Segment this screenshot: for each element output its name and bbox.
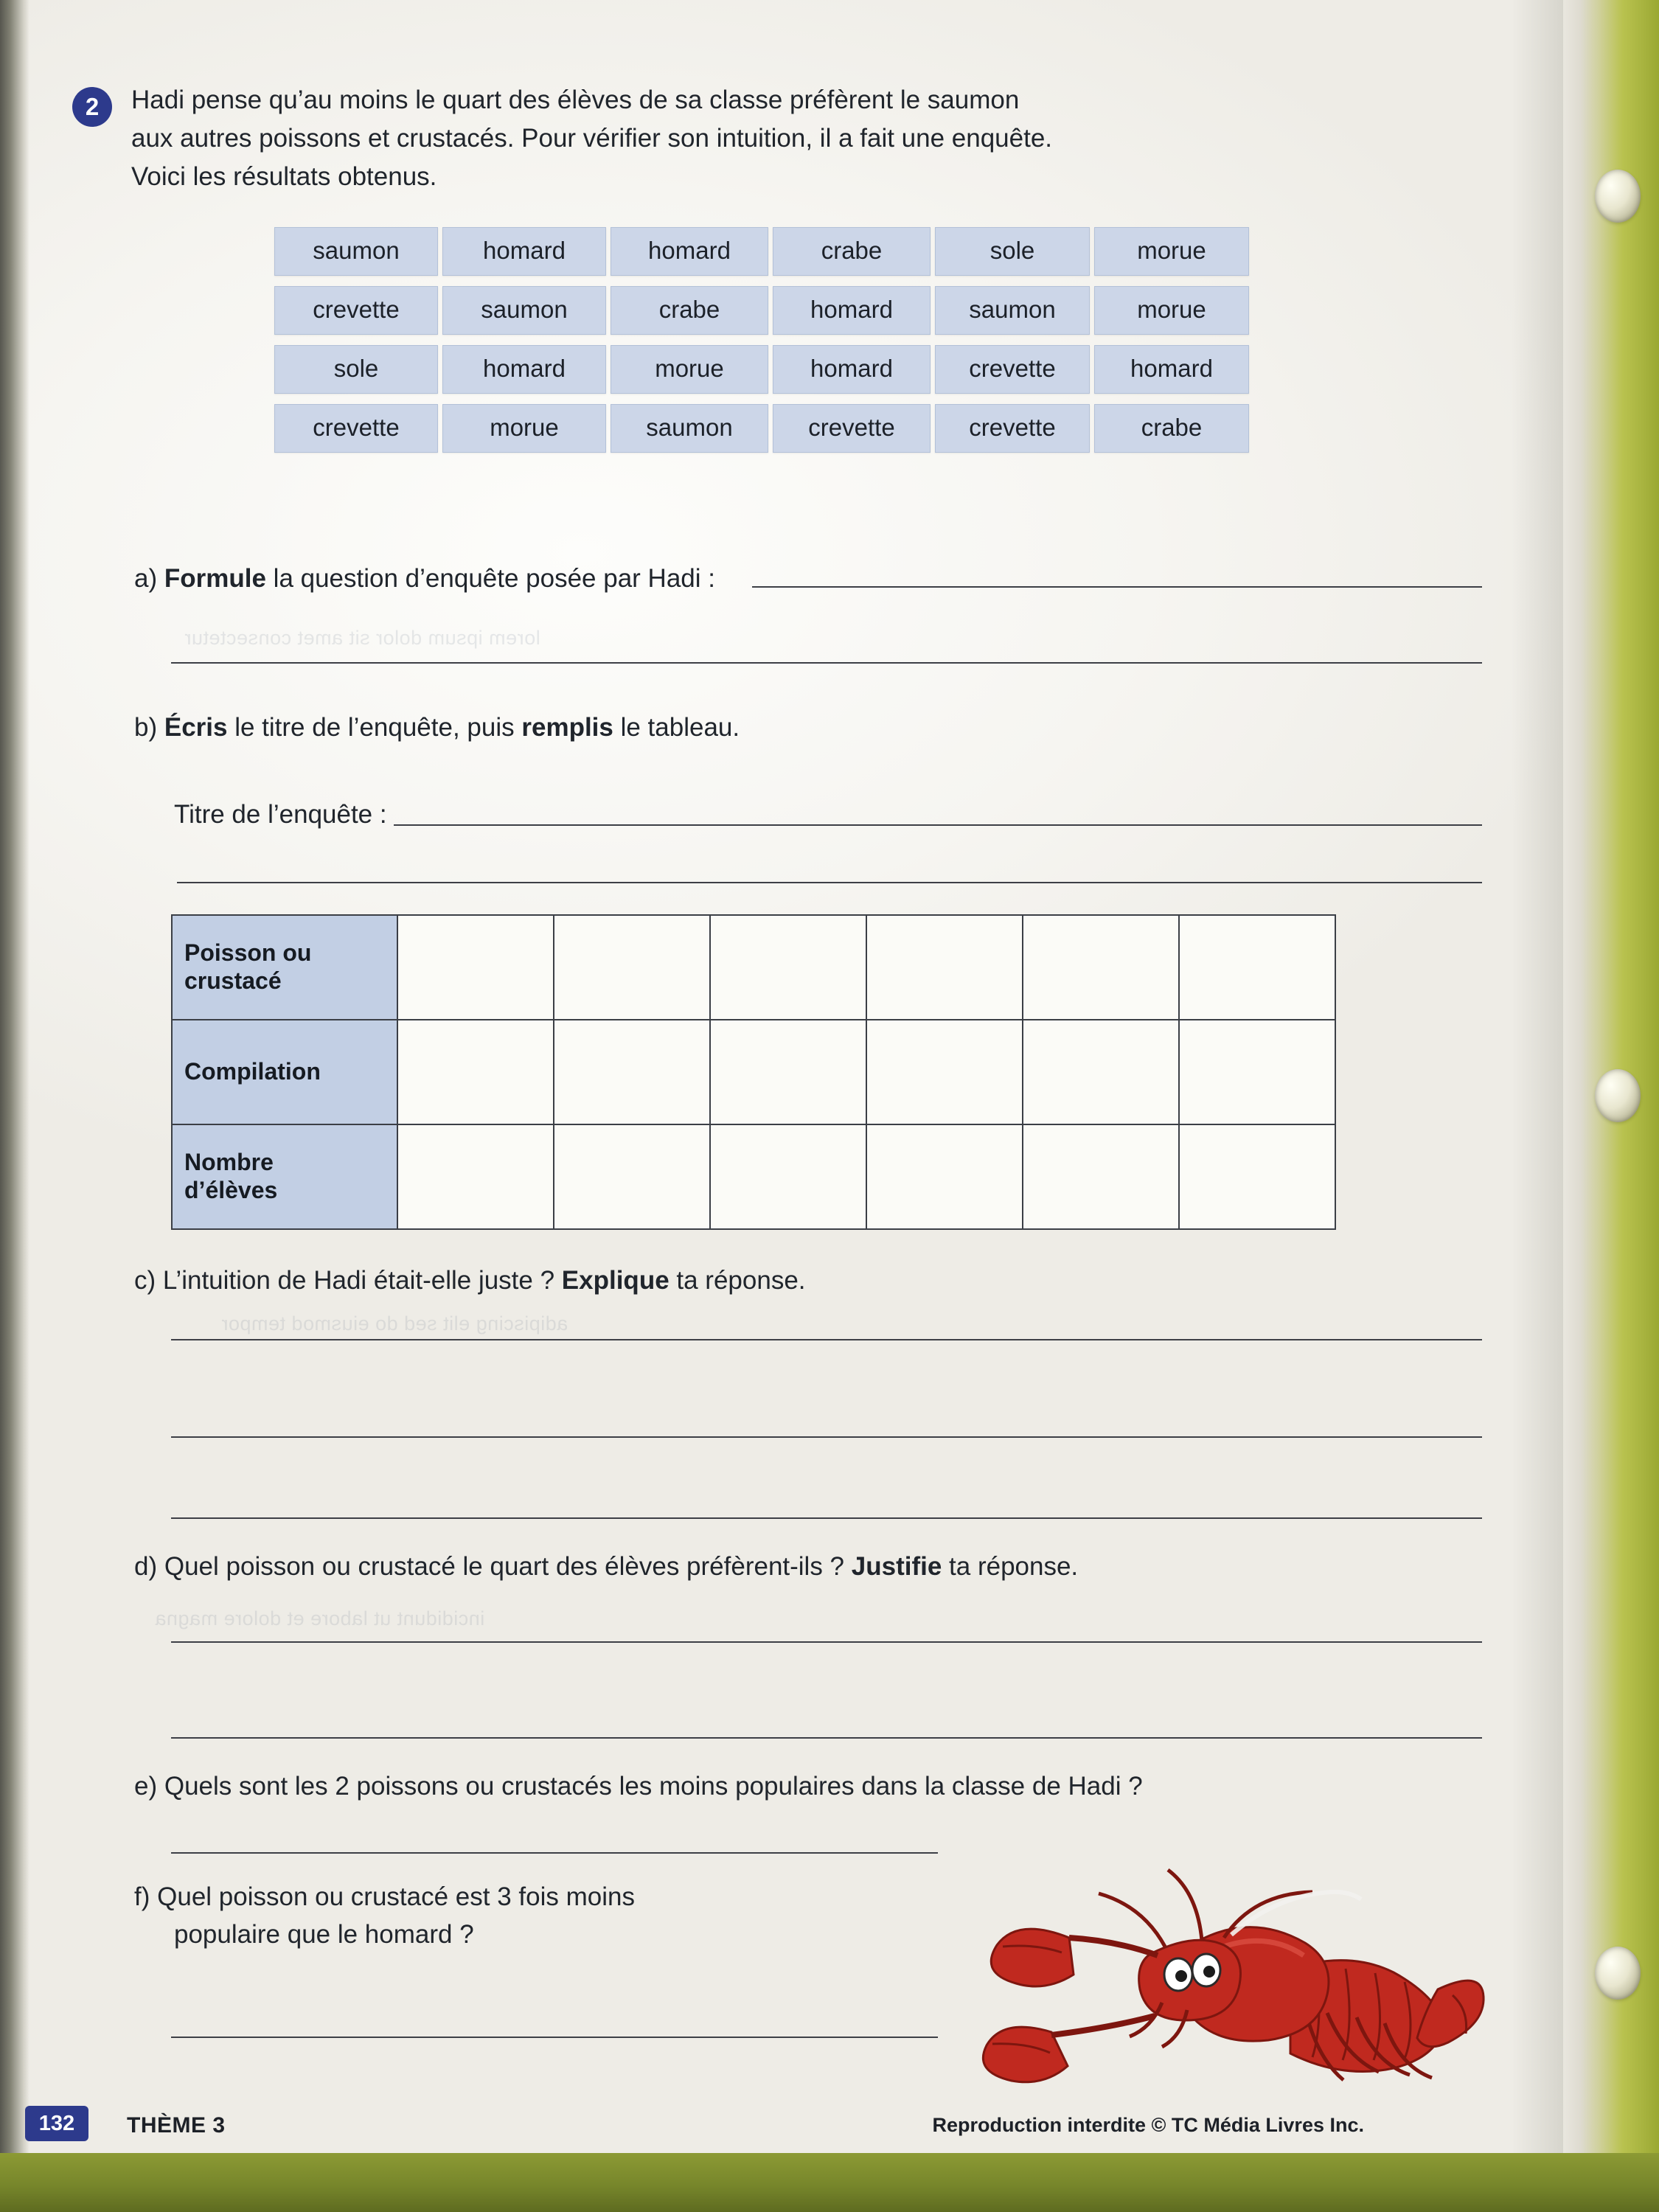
item-f-marker: f) (134, 1882, 150, 1911)
survey-cell: crevette (935, 345, 1090, 394)
survey-title-input-line[interactable] (394, 824, 1482, 826)
survey-cell: homard (773, 345, 931, 394)
item-d-text-after: ta réponse. (942, 1552, 1079, 1581)
stem-line-1: Hadi pense qu’au moins le quart des élèves de sa classe préfèrent le saumon (131, 86, 1020, 114)
table-cell[interactable] (866, 915, 1023, 1020)
stem-line-2: aux autres poissons et crustacés. Pour vérifier son intuition, il a fait une enquête. (131, 123, 1053, 153)
item-d-verb: Justifie (851, 1552, 942, 1581)
item-a-verb: Formule (164, 564, 266, 593)
survey-cell: homard (442, 227, 606, 276)
item-b-marker: b) (134, 713, 158, 742)
row-header-species-line1: Poisson ou (184, 939, 312, 967)
punch-hole-top (1595, 170, 1641, 223)
item-a-text: la question d’enquête posée par Hadi : (265, 564, 715, 593)
item-d (134, 1548, 1078, 1586)
table-cell[interactable] (554, 1124, 710, 1229)
survey-cell: homard (1094, 345, 1249, 394)
survey-cell: crevette (935, 404, 1090, 453)
survey-cell: crevette (274, 286, 438, 335)
answer-line-d-2[interactable] (171, 1737, 1482, 1739)
table-cell[interactable] (866, 1020, 1023, 1124)
survey-title-input-line-2[interactable] (177, 882, 1482, 883)
item-a-marker: a) (134, 564, 158, 593)
stem-line-3: Voici les résultats obtenus. (131, 161, 437, 191)
survey-cell: crabe (1094, 404, 1249, 453)
item-c-marker: c) (134, 1266, 156, 1295)
page-showthrough: incididunt ut labore et dolore magna (155, 1607, 485, 1630)
survey-cell: crevette (274, 404, 438, 453)
row-header-tally: Compilation (172, 1020, 397, 1124)
table-cell[interactable] (397, 1124, 554, 1229)
punch-hole-middle (1595, 1069, 1641, 1122)
table-cell[interactable] (710, 1124, 866, 1229)
survey-cell: morue (1094, 227, 1249, 276)
item-d-text-before: Quel poisson ou crustacé le quart des élèves préfèrent-ils ? (164, 1552, 852, 1581)
table-row (172, 1124, 1335, 1229)
item-e-marker: e) (134, 1772, 158, 1801)
table-cell[interactable] (866, 1124, 1023, 1229)
page-showthrough: lorem ipsum dolor sit amet consectetur (184, 627, 540, 649)
answer-line-c-3[interactable] (171, 1517, 1482, 1519)
table-cell[interactable] (1023, 915, 1179, 1020)
survey-cell: morue (442, 404, 606, 453)
item-c-text-after: ta réponse. (669, 1266, 806, 1295)
row-header-count-line2: d’élèves (184, 1177, 278, 1203)
footer-copyright: Reproduction interdite © TC Média Livres Inc. (932, 2114, 1364, 2136)
table-cell[interactable] (554, 1020, 710, 1124)
survey-title-label: Titre de l’enquête : (174, 800, 387, 829)
row-header-count-line1: Nombre (184, 1149, 274, 1176)
answer-line-c-1[interactable] (171, 1339, 1482, 1340)
table-cell[interactable] (397, 915, 554, 1020)
question-stem (131, 81, 1355, 195)
survey-cell: homard (611, 227, 768, 276)
survey-cell: sole (935, 227, 1090, 276)
answer-line-a-1[interactable] (752, 586, 1482, 588)
survey-cell: saumon (274, 227, 438, 276)
answer-line-c-2[interactable] (171, 1436, 1482, 1438)
survey-cell: sole (274, 345, 438, 394)
answer-line-a-2[interactable] (171, 662, 1482, 664)
punch-hole-bottom (1595, 1947, 1641, 2000)
survey-cell: crabe (773, 227, 931, 276)
table-row (172, 915, 1335, 1020)
item-d-marker: d) (134, 1552, 158, 1581)
compilation-table (171, 914, 1336, 1230)
item-a (134, 560, 715, 598)
survey-cell: morue (1094, 286, 1249, 335)
survey-cell: saumon (611, 404, 768, 453)
page-showthrough: adipiscing elit sed do eiusmod tempor (221, 1312, 568, 1335)
footer-theme: THÈME 3 (127, 2113, 226, 2138)
survey-cell: crevette (773, 404, 931, 453)
item-f-line2: populaire que le homard ? (174, 1919, 474, 1949)
item-b-verb-1: Écris (164, 713, 228, 742)
survey-results-grid (274, 227, 1249, 453)
lobster-illustration (981, 1858, 1489, 2124)
survey-cell: homard (773, 286, 931, 335)
answer-line-f-1[interactable] (171, 2037, 938, 2038)
table-cell[interactable] (397, 1020, 554, 1124)
table-cell[interactable] (1023, 1124, 1179, 1229)
survey-cell: saumon (935, 286, 1090, 335)
item-e-text: Quels sont les 2 poissons ou crustacés les moins populaires dans la classe de Hadi ? (164, 1772, 1143, 1801)
page-right-shadow (1512, 0, 1563, 2212)
item-b-verb-2: remplis (521, 713, 613, 742)
table-cell[interactable] (1179, 915, 1335, 1020)
item-e (134, 1768, 1143, 1806)
item-c-text-before: L’intuition de Hadi était-elle juste ? (162, 1266, 562, 1295)
item-f-line1: f) Quel poisson ou crustacé est 3 fois moins (134, 1882, 635, 1911)
survey-cell: morue (611, 345, 768, 394)
item-c (134, 1262, 806, 1300)
table-cell[interactable] (710, 1020, 866, 1124)
table-cell[interactable] (1179, 1020, 1335, 1124)
item-b (134, 709, 740, 747)
page-number-badge: 132 (25, 2106, 88, 2141)
item-f (134, 1879, 945, 1954)
item-b-mid: le titre de l’enquête, puis (227, 713, 522, 742)
row-header-species-line2: crustacé (184, 967, 282, 994)
question-number-badge: 2 (72, 87, 112, 127)
answer-line-d-1[interactable] (171, 1641, 1482, 1643)
table-row (172, 1020, 1335, 1124)
table-cell[interactable] (554, 915, 710, 1020)
survey-cell: homard (442, 345, 606, 394)
table-cell[interactable] (1023, 1020, 1179, 1124)
item-c-verb: Explique (561, 1266, 669, 1295)
survey-cell: crabe (611, 286, 768, 335)
table-cell[interactable] (1179, 1124, 1335, 1229)
item-b-end: le tableau. (613, 713, 740, 742)
row-header-species (172, 915, 397, 1020)
row-header-count (172, 1124, 397, 1229)
answer-line-e-1[interactable] (171, 1852, 938, 1854)
survey-cell: saumon (442, 286, 606, 335)
table-cell[interactable] (710, 915, 866, 1020)
